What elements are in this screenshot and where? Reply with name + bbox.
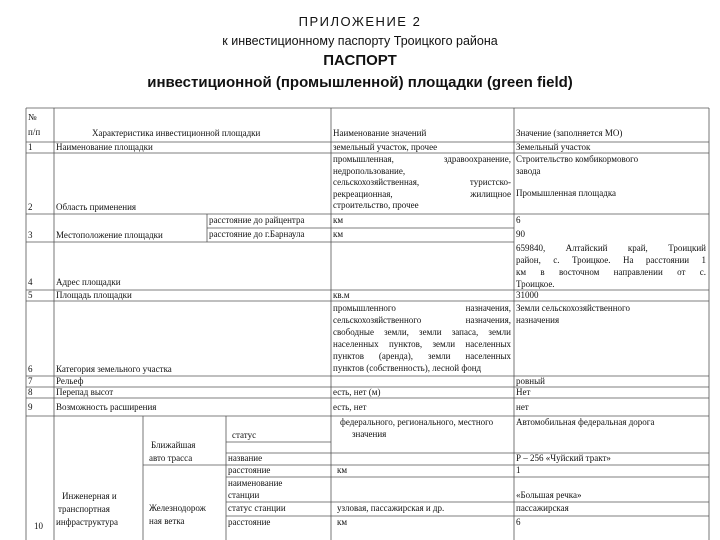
rail-distance-value: 6 <box>516 517 521 527</box>
row-1-label: Наименование площадки <box>56 142 153 152</box>
row-2-label: Область применения <box>56 202 137 212</box>
road-label-line-1: Ближайшая <box>151 440 196 450</box>
row-6-num: 6 <box>28 364 33 374</box>
row-8-units: есть, нет (м) <box>333 387 381 397</box>
row-4-value-line-2: район, с. Троицкое. На расстоянии 1 <box>516 255 706 265</box>
header-value: Значение (заполняется МО) <box>516 128 623 138</box>
row-10-label-line-3: инфраструктура <box>56 517 118 527</box>
road-status-units-line-2: значения <box>352 429 387 439</box>
row-3-label: Местоположение площадки <box>56 230 163 240</box>
row-3-value-1: 6 <box>516 215 521 225</box>
row-4-label: Адрес площадки <box>56 277 121 287</box>
row-7-value: ровный <box>516 376 545 386</box>
row-6-units-line-3: свободные земли, земли запаса, земли <box>333 327 511 337</box>
road-distance-label: расстояние <box>228 465 271 475</box>
row-5-label: Площадь площадки <box>56 290 132 300</box>
rail-distance-units: км <box>337 517 348 527</box>
row-4-value-line-4: Троицкое. <box>516 279 555 289</box>
row-8-value: Нет <box>516 387 531 397</box>
row-10-label-line-1: Инженерная и <box>62 491 117 501</box>
rail-status-label: статус станции <box>228 503 286 513</box>
road-name-label: название <box>228 453 263 463</box>
row-8-num: 8 <box>28 387 33 397</box>
header-num-symbol: № <box>28 112 37 122</box>
row-2-value-line-2: завода <box>516 166 541 176</box>
row-2-units-line-4: рекреационная, жилищное <box>333 189 511 199</box>
row-2-units-line-5: строительство, прочее <box>333 200 419 210</box>
rail-station-label-line-1: наименование <box>228 478 283 488</box>
row-6-value-line-1: Земли сельскохозяйственного <box>516 303 631 313</box>
row-9-units: есть, нет <box>333 402 367 412</box>
row-1-num: 1 <box>28 142 33 152</box>
row-6-value-line-2: назначения <box>516 315 560 325</box>
header-num-label: п/п <box>28 127 41 137</box>
row-2-units-line-3: сельскохозяйственная, туристско- <box>333 177 511 187</box>
row-5-units: кв.м <box>333 290 350 300</box>
appendix-subtitle: к инвестиционному паспорту Троицкого района <box>222 34 498 48</box>
row-6-units-line-2: сельскохозяйственного назначения, <box>333 315 511 325</box>
rail-label-line-2: ная ветка <box>149 516 185 526</box>
header-units: Наименование значений <box>333 128 427 138</box>
road-status-value: Автомобильная федеральная дорога <box>516 417 655 427</box>
document-title: ПАСПОРТ <box>323 52 397 69</box>
road-distance-units: км <box>337 465 348 475</box>
row-3-num: 3 <box>28 230 33 240</box>
row-1-value: Земельный участок <box>516 142 591 152</box>
row-6-units-line-6: пунктов (собственность), лесной фонд <box>333 363 482 373</box>
row-3-units-1: км <box>333 215 344 225</box>
document-subtitle: инвестиционной (промышленной) площадки (green field) <box>147 74 573 91</box>
row-1-units: земельный участок, прочее <box>333 142 438 152</box>
rail-label-line-1: Железнодорож <box>149 503 206 513</box>
row-2-units-line-2: недропользование, <box>333 166 406 176</box>
row-6-units-line-5: пунктов (аренда), земли населенных <box>333 351 511 361</box>
rail-station-label-line-2: станции <box>228 490 260 500</box>
header-characteristic: Характеристика инвестиционной площадки <box>92 128 261 138</box>
row-2-value-line-3: Промышленная площадка <box>516 188 617 198</box>
row-2-value-line-1: Строительство комбикормового <box>516 154 639 164</box>
row-4-num: 4 <box>28 277 33 287</box>
row-3-sub-1: расстояние до райцентра <box>209 215 305 225</box>
row-10-num: 10 <box>34 521 43 531</box>
row-2-num: 2 <box>28 202 33 212</box>
row-9-value: нет <box>516 402 529 412</box>
row-5-value: 31000 <box>516 290 539 300</box>
row-5-num: 5 <box>28 290 33 300</box>
row-9-num: 9 <box>28 402 33 412</box>
row-7-label: Рельеф <box>56 376 84 386</box>
rail-distance-label: расстояние <box>228 517 271 527</box>
row-3-value-2: 90 <box>516 229 525 239</box>
row-6-units-line-1: промышленного назначения, <box>333 303 511 313</box>
row-8-label: Перепад высот <box>56 387 114 397</box>
road-label-line-2: авто трасса <box>149 453 193 463</box>
rail-status-units: узловая, пассажирская и др. <box>337 503 445 513</box>
row-9-label: Возможность расширения <box>56 402 157 412</box>
appendix-label: ПРИЛОЖЕНИЕ 2 <box>298 14 422 29</box>
road-name-value: Р – 256 «Чуйский тракт» <box>516 453 611 463</box>
row-3-units-2: км <box>333 229 344 239</box>
rail-status-value: пассажирская <box>516 503 569 513</box>
row-7-num: 7 <box>28 376 33 386</box>
rail-station-value: «Большая речка» <box>516 490 582 500</box>
row-2-units-line-1: промышленная, здравоохранение, <box>333 154 511 164</box>
road-distance-value: 1 <box>516 465 521 475</box>
road-status-units-line-1: федерального, регионального, местного <box>340 417 494 427</box>
row-10-label-line-2: транспортная <box>58 504 110 514</box>
row-4-value-line-1: 659840, Алтайский край, Троицкий <box>516 243 706 253</box>
row-6-label: Категория земельного участка <box>56 364 172 374</box>
row-3-sub-2: расстояние до г.Барнаула <box>209 229 305 239</box>
row-4-value-line-3: км в восточном направлении от с. <box>516 267 706 277</box>
row-6-units-line-4: населенных пунктов, земли населенных <box>333 339 511 349</box>
road-status-label: статус <box>232 430 257 440</box>
